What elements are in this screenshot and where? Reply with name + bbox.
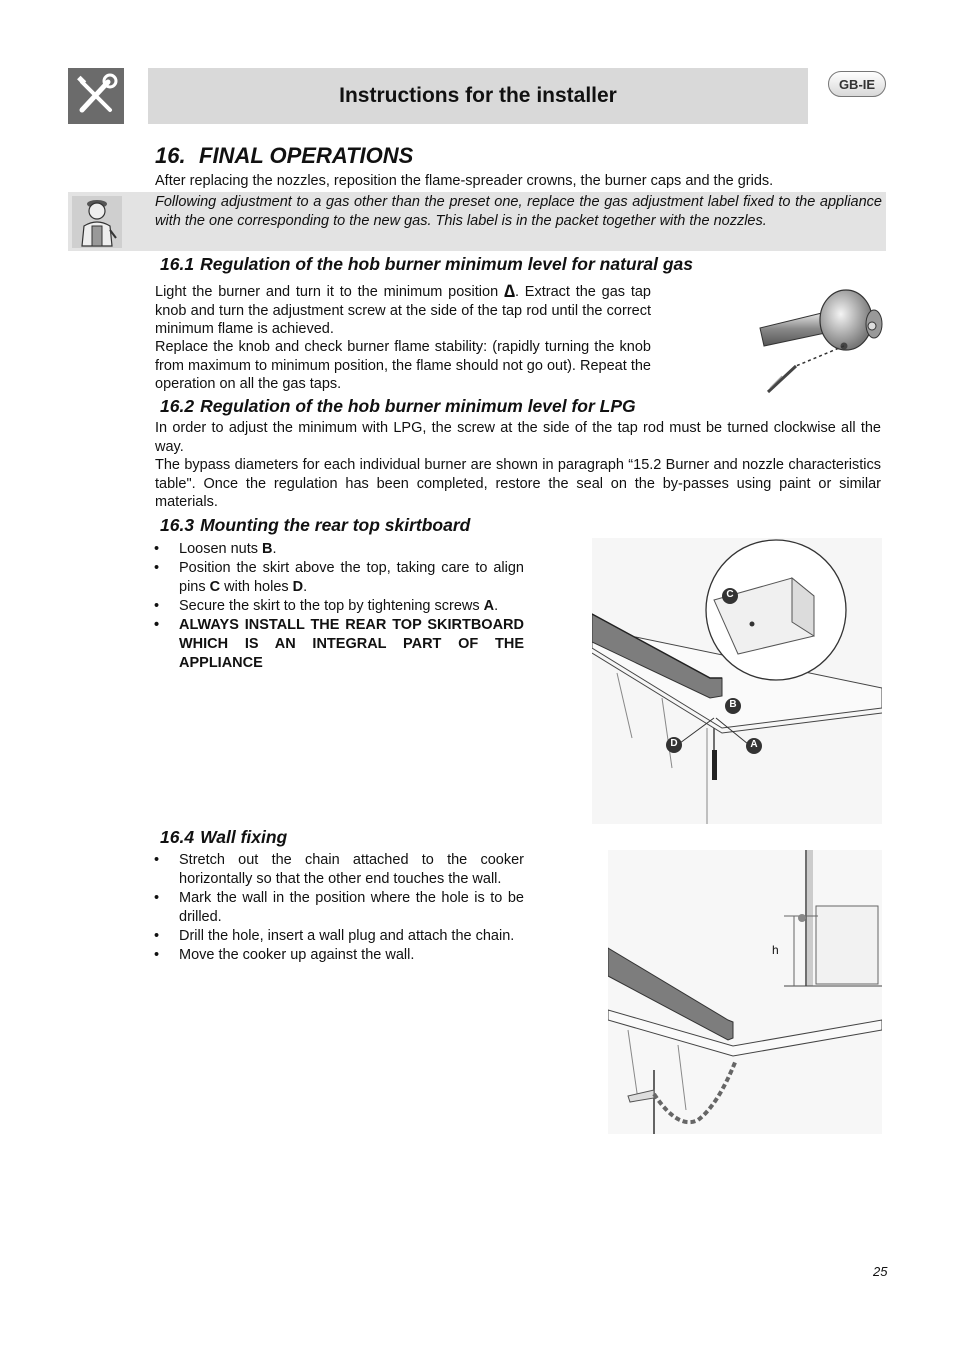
minimum-position-symbol: ∆ [503, 281, 515, 301]
skirtboard-steps-list [154, 540, 524, 673]
subsection-title: Mounting the rear top skirtboard [200, 515, 471, 535]
section-title: FINAL OPERATIONS [199, 143, 414, 168]
subsection-number: 16.1 [160, 254, 195, 274]
list-item: • Loosen nuts B. [154, 540, 524, 559]
subsection-16-3-heading [160, 515, 470, 536]
wall-fixing-steps-list [154, 851, 524, 965]
list-item: • Drill the hole, insert a wall plug and attach the chain. [154, 927, 524, 946]
subsection-title: Regulation of the hob burner minimum level for natural gas [200, 254, 694, 274]
list-item: • Position the skirt above the top, taking care to align pins C with holes D. [154, 559, 524, 597]
list-item: • Mark the wall in the position where the hole is to be drilled. [154, 889, 524, 927]
section-heading [155, 143, 413, 169]
skirtboard-illustration [592, 538, 882, 824]
header-bar [148, 68, 808, 124]
technician-icon [72, 196, 122, 248]
subsection-title: Wall fixing [200, 827, 288, 847]
paragraph-16-1-b: Replace the knob and check burner flame stability: (rapidly turning the knob from maximum to minimum position, the flame should not go out). Repeat the operation on all the gas taps. [155, 339, 651, 393]
list-item: • ALWAYS INSTALL THE REAR TOP SKIRTBOARD WHICH IS AN INTEGRAL PART OF THE APPLIANCE [154, 616, 524, 673]
subsection-number: 16.2 [160, 396, 195, 416]
subsection-16-1-heading [160, 254, 693, 275]
subsection-16-2-heading [160, 396, 636, 417]
subsection-number: 16.4 [160, 827, 195, 847]
text-fragment: . Extract the gas tap knob and turn the adjustment screw at the side of the tap rod until the correct minimum flame is achieved. [155, 284, 651, 338]
label-a: A [750, 739, 758, 750]
height-label: h [772, 943, 779, 957]
section-number: 16. [155, 143, 186, 168]
text-fragment: Light the burner and turn it to the minimum position [155, 284, 504, 300]
list-item: • Move the cooker up against the wall. [154, 946, 524, 965]
label-c: C [726, 589, 734, 600]
list-item: • Secure the skirt to the top by tightening screws A. [154, 597, 524, 616]
warning-text: Following adjustment to a gas other than the preset one, replace the gas adjustment label fixed to the appliance with the one corresponding to the new gas. This label is in the packet together with the nozzles. [155, 194, 882, 229]
page-header-title: Instructions for the installer [339, 84, 617, 107]
list-item: • Stretch out the chain attached to the cooker horizontally so that the other end touches the wall. [154, 851, 524, 889]
label-b: B [729, 699, 737, 710]
gas-tap-illustration [756, 276, 886, 396]
language-badge: GB-IE [828, 71, 886, 97]
label-d: D [670, 738, 678, 749]
paragraph-16-2-b: The bypass diameters for each individual burner are shown in paragraph “15.2 Burner and nozzle characteristics table". Once the regulation has been completed, restore the seal on the by-passes using paint or similar materials. [155, 457, 881, 511]
page-number: 25 [873, 1264, 888, 1279]
subsection-number: 16.3 [160, 515, 195, 535]
paragraph-16-1-a [155, 282, 651, 339]
paragraph-16-2-a: In order to adjust the minimum with LPG, the screw at the side of the tap rod must be turned clockwise all the way. [155, 420, 881, 455]
subsection-16-4-heading [160, 827, 287, 848]
installer-tools-icon [68, 68, 124, 124]
subsection-title: Regulation of the hob burner minimum level for LPG [200, 396, 636, 416]
section-intro: After replacing the nozzles, reposition the flame-spreader crowns, the burner caps and the grids. [155, 173, 774, 189]
wall-fixing-illustration [608, 850, 882, 1134]
